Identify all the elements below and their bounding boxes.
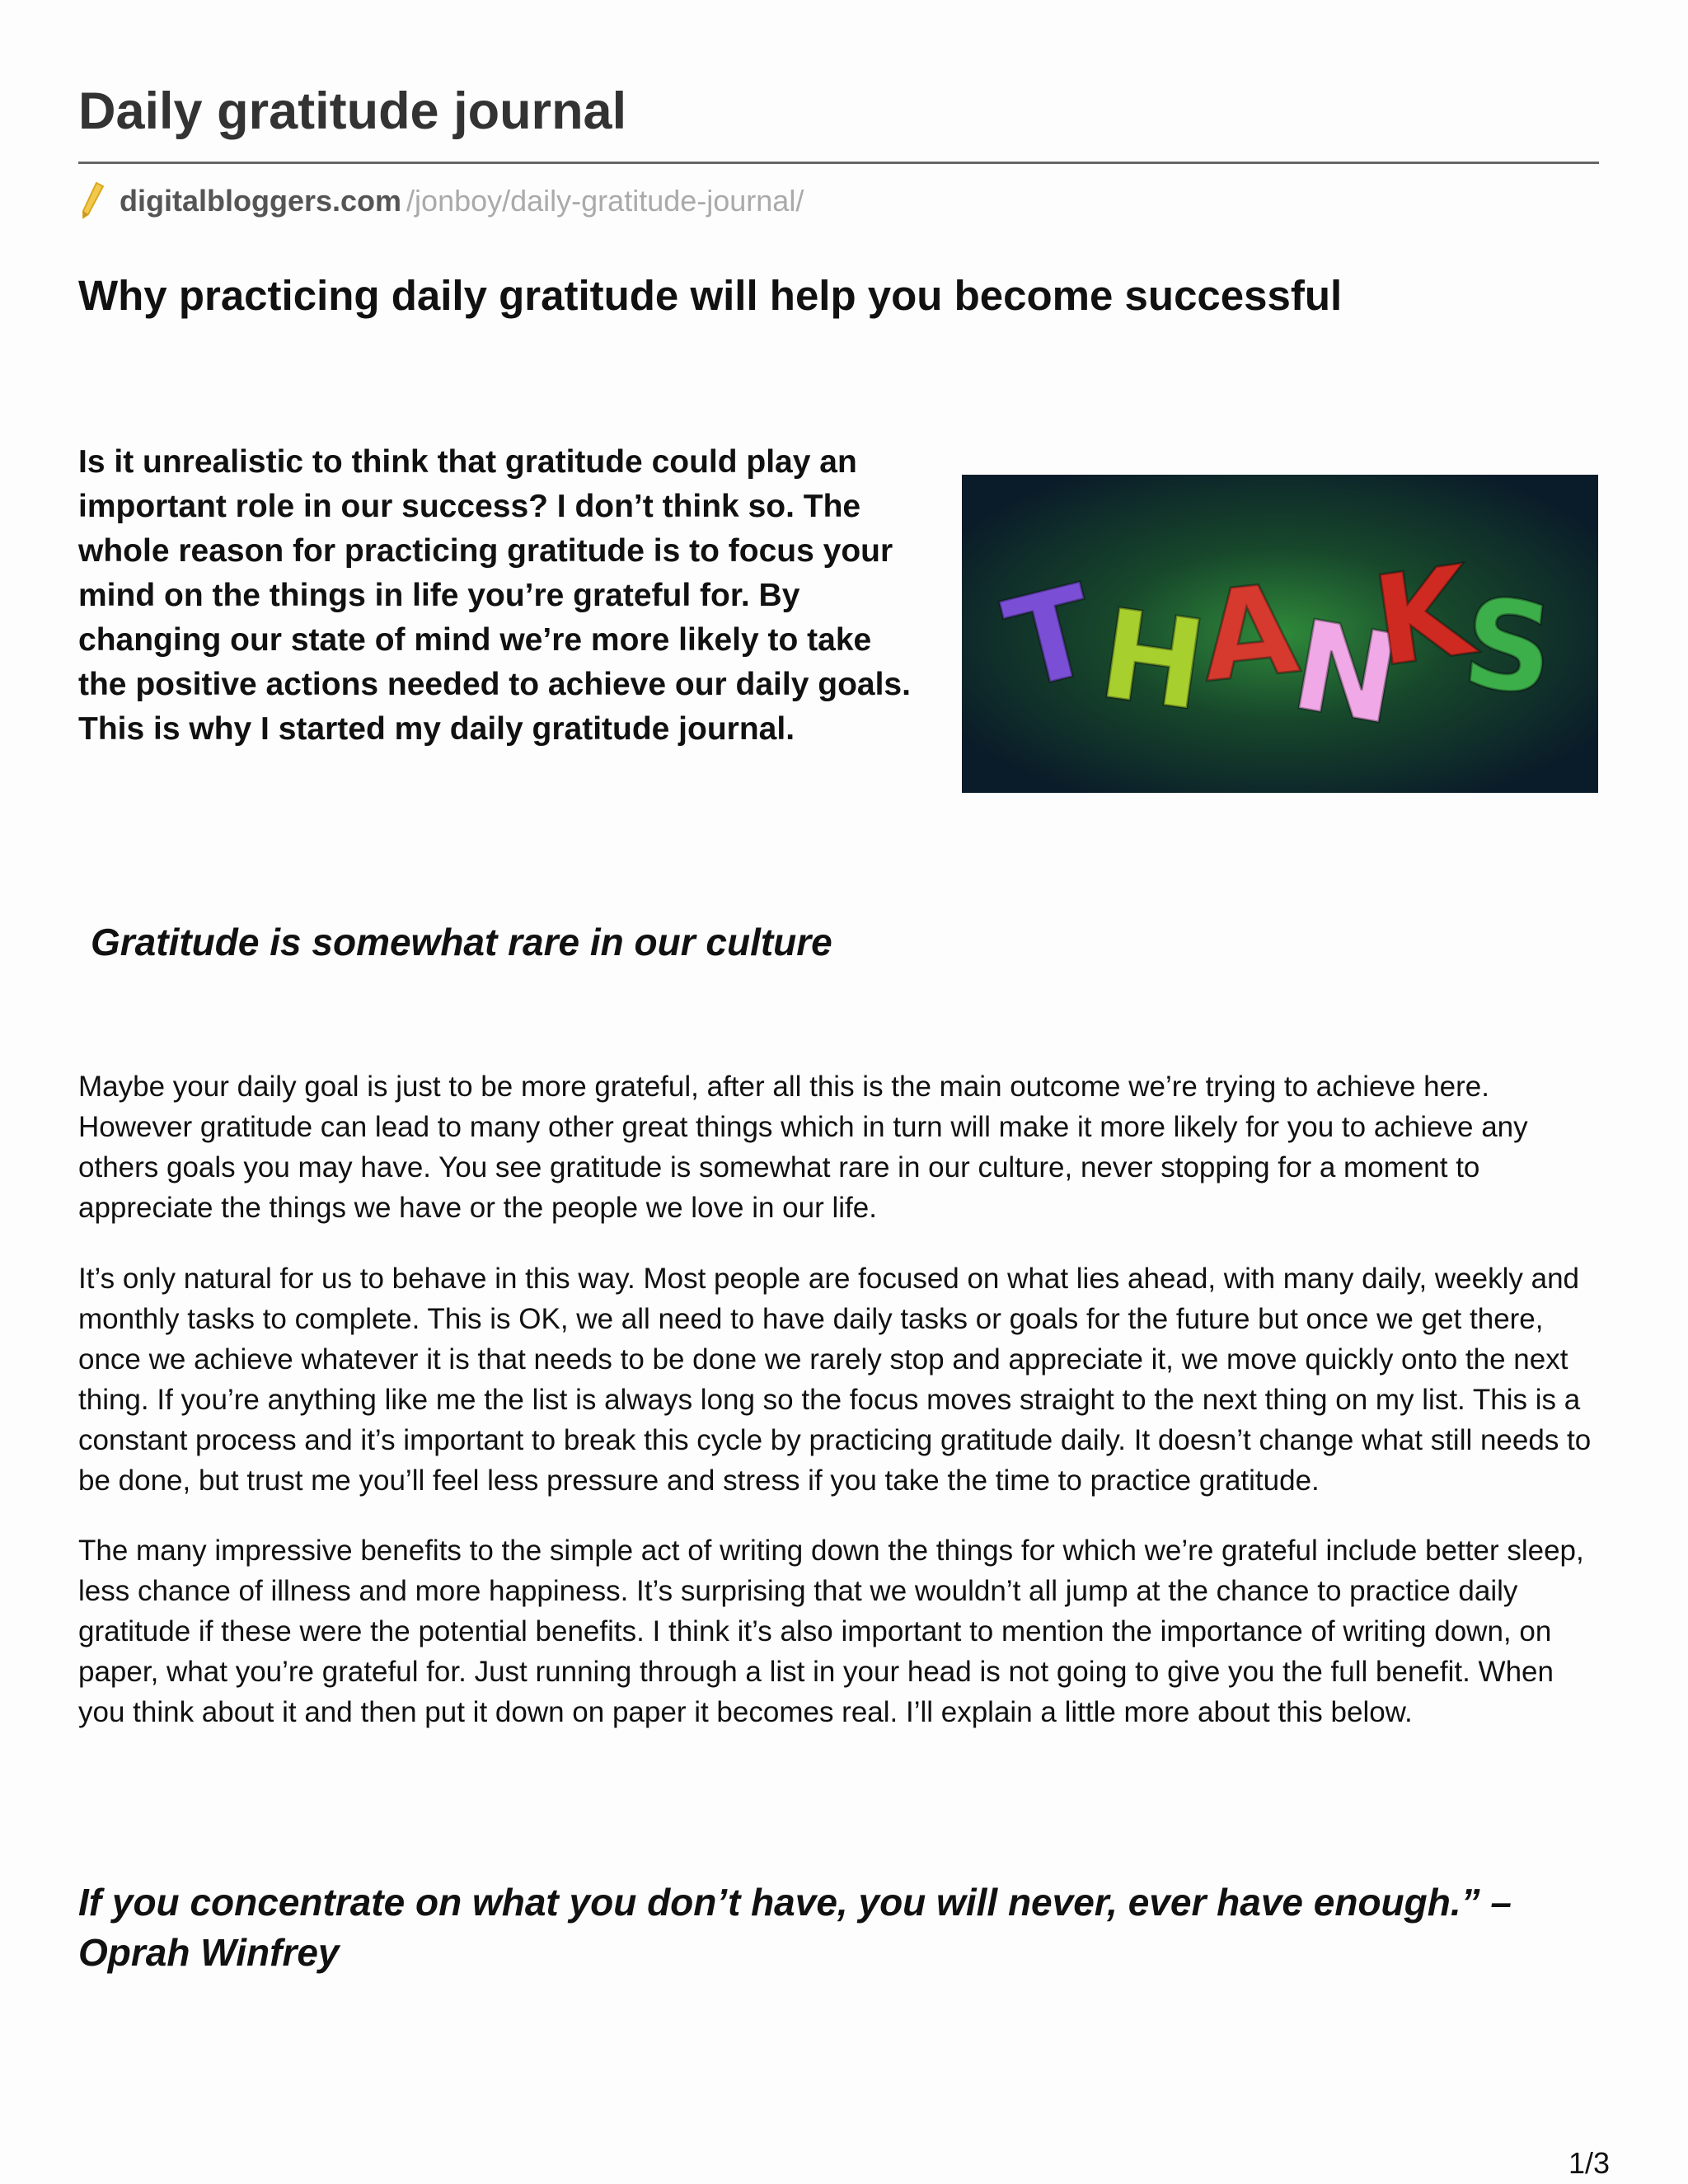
section-heading: Gratitude is somewhat rare in our culture	[91, 921, 832, 963]
thanks-letter: N	[1282, 593, 1409, 753]
intro-paragraph: Is it unrealistic to think that gratitude could play an important role in our success? I don’t think so. The whole reason for practicing gratitude is to focus your mind on the things in life you’re grateful for. By changing our state of mind we’re more likely to take the positive actions needed to achieve our daily goals. This is why I started my daily gratitude journal.	[78, 444, 911, 747]
thanks-letter: K	[1365, 539, 1480, 696]
page-title: Daily gratitude journal	[78, 82, 627, 140]
article-subtitle: Why practicing daily gratitude will help you become successful	[78, 272, 1343, 319]
body-paragraph: It’s only natural for us to behave in this way. Most people are focused on what lies ahead, with many daily, weekly and monthly tasks to complete. This is OK, we all need to have daily tasks or goals for the future but once we get there, once we achieve whatever it is that needs to be done we rarely stop and appreciate it, we move quickly onto the next thing. If you’re anything like me the list is always long so the focus moves straight to the next thing on my list. This is a constant process and it’s important to break this cycle by practicing gratitude daily. It doesn’t change what still needs to be done, but trust me you’ll feel less pressure and stress if you take the time to practice gratitude.	[78, 1263, 1592, 1497]
page-number: 1/3	[1568, 2146, 1610, 2180]
thanks-letter: S	[1456, 571, 1560, 724]
thanks-image	[962, 475, 1598, 793]
thanks-letter: T	[992, 558, 1109, 719]
pencil-icon	[78, 181, 106, 221]
thanks-letter: A	[1194, 557, 1305, 710]
quote: If you concentrate on what you don’t have, you will never, ever have enough.” – Oprah Winfrey	[78, 1881, 1512, 1974]
title-divider	[78, 162, 1599, 164]
source-url[interactable]	[78, 180, 804, 222]
body-paragraph: Maybe your daily goal is just to be more grateful, after all this is the main outcome we’re trying to achieve here. However gratitude can lead to many other great things which in turn will make it more likely for you to achieve any others goals you may have. You see gratitude is somewhat rare in our culture, never stopping for a moment to appreciate the things we have or the people we love in our life.	[78, 1071, 1528, 1224]
body-paragraph: The many impressive benefits to the simple act of writing down the things for which we’re grateful include better sleep, less chance of illness and more happiness. It’s surprising that we wouldn’t all jump at the chance to practice daily gratitude if these were the potential benefits. I think it’s also important to mention the importance of writing down, on paper, what you’re grateful for. Just running through a list in your head is not going to give you the full benefit. When you think about it and then put it down on paper it becomes real. I’ll explain a little more about this below.	[78, 1535, 1584, 1728]
source-path[interactable]: /jonboy/daily-gratitude-journal/	[406, 184, 804, 218]
source-domain[interactable]: digitalbloggers.com	[120, 184, 402, 218]
thanks-letter: H	[1091, 582, 1214, 739]
